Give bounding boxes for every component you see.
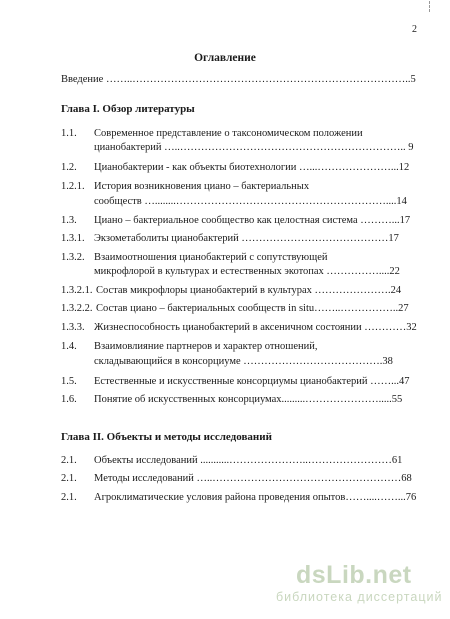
toc-num: 1.3.3. xyxy=(61,322,85,333)
watermark-caption: библиотека диссертаций xyxy=(276,590,443,604)
toc-num: 1.5. xyxy=(61,376,77,387)
toc-num: 1.1. xyxy=(61,128,77,139)
watermark-logo: dsLib.net xyxy=(296,561,412,589)
toc-line: Методы исследований …..………………………………………………68 xyxy=(94,473,412,484)
page-number: 2 xyxy=(412,24,417,35)
toc-num: 1.2.1. xyxy=(61,181,85,192)
toc-num: 1.3. xyxy=(61,215,77,226)
toc-num: 1.2. xyxy=(61,162,77,173)
scan-mark xyxy=(428,0,432,16)
toc-num: 2.1. xyxy=(61,473,77,484)
toc-line: цианобактерий …..……………………………………………………….. 9 xyxy=(94,142,414,153)
toc-num: 1.4. xyxy=(61,341,77,352)
toc-intro: Введение ……..……………………………………………………………………..5 xyxy=(61,74,416,85)
toc-line: Циано – бактериальное сообщество как целостная система ………...17 xyxy=(94,215,411,226)
toc-line: Экзометаболиты цианобактерий ……………………………………17 xyxy=(94,233,399,244)
toc-line: Объекты исследований ...........…………………..……………………61 xyxy=(94,455,403,466)
toc-line: Современное представление о таксономическом положении xyxy=(94,128,363,139)
toc-num: 1.3.2.1. xyxy=(61,285,93,296)
toc-line: микрофлорой в культурах и естественных экотопах ……………....22 xyxy=(94,266,400,277)
toc-line: Агроклиматические условия района проведения опытов……....……...76 xyxy=(94,492,417,503)
toc-line: Взаимоотношения цианобактерий с сопутствующей xyxy=(94,252,328,263)
toc-line: складывающийся в консорциуме ………………………………….38 xyxy=(94,356,393,367)
toc-num: 2.1. xyxy=(61,455,77,466)
toc-num: 1.3.2.2. xyxy=(61,303,93,314)
toc-line: Цианобактерии - как объекты биотехнологии …...…………………...12 xyxy=(94,162,410,173)
toc-line: Понятие об искусственных консорциумах.........………………….....55 xyxy=(94,394,403,405)
toc-line: Жизнеспособность цианобактерий в аксеничном состоянии …………32 xyxy=(94,322,417,333)
toc-line: Состав циано – бактериальных сообществ in situ……..……………..27 xyxy=(96,303,409,314)
chapter-2-heading: Глава II. Объекты и методы исследований xyxy=(61,431,272,443)
toc-line: Состав микрофлоры цианобактерий в культурах ………………….24 xyxy=(96,285,402,296)
toc-line: История возникновения циано – бактериальных xyxy=(94,181,310,192)
toc-num: 2.1. xyxy=(61,492,77,503)
toc-line: сообществ …........……………………………………………………....14 xyxy=(94,196,407,207)
toc-num: 1.3.2. xyxy=(61,252,85,263)
page-title: Оглавление xyxy=(194,52,256,64)
toc-num: 1.6. xyxy=(61,394,77,405)
toc-line: Естественные и искусственные консорциумы цианобактерий ……...47 xyxy=(94,376,410,387)
toc-line: Взаимовлияние партнеров и характер отношений, xyxy=(94,341,318,352)
chapter-1-heading: Глава I. Обзор литературы xyxy=(61,103,195,115)
toc-num: 1.3.1. xyxy=(61,233,85,244)
